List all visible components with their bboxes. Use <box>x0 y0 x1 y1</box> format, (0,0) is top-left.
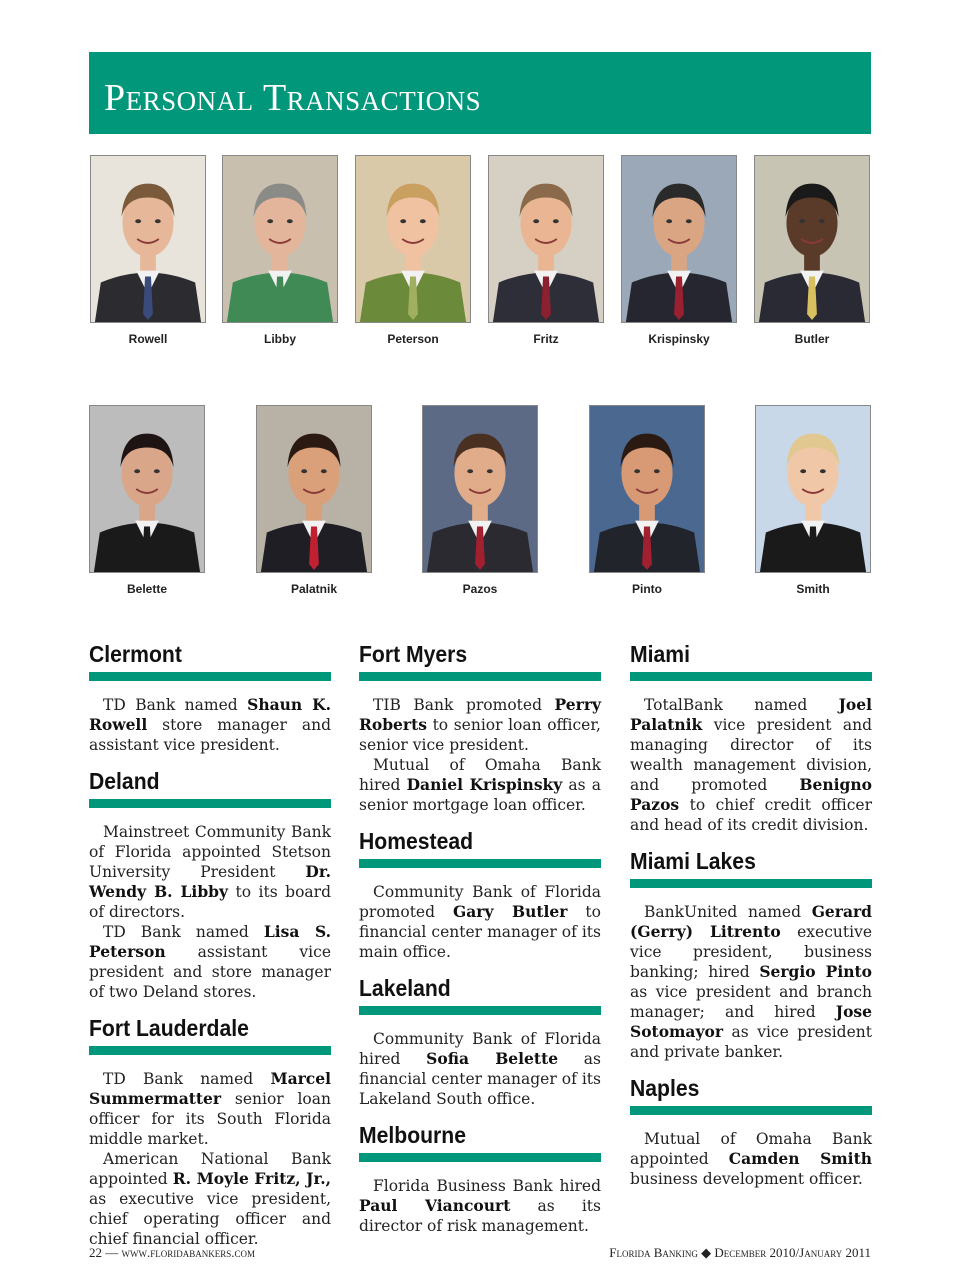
photo-caption-smith: Smith <box>796 582 830 596</box>
person-name: Jose Sotomayor <box>630 1002 872 1041</box>
paragraph-text: TD Bank named <box>103 923 264 941</box>
section-banner <box>89 52 871 134</box>
paragraph-text: to chief credit officer and head of its credit division. <box>630 796 872 834</box>
section-heading: Miami <box>630 641 690 667</box>
paragraph-text: as executive vice president, chief operating officer and chief financial officer. <box>89 1190 331 1248</box>
section-heading: Melbourne <box>359 1122 466 1148</box>
person-name: Lisa S. Peterson <box>89 922 331 961</box>
article-section <box>359 827 601 962</box>
article-paragraph <box>359 1176 601 1236</box>
article-paragraph <box>89 1069 331 1149</box>
paragraph-text: TIB Bank promoted <box>373 696 555 714</box>
photo-caption-pazos: Pazos <box>462 582 498 596</box>
section-rule <box>89 672 331 681</box>
section-rule <box>359 859 601 868</box>
paragraph-text: Florida Business Bank hired <box>373 1177 601 1195</box>
article-column-3 <box>630 640 872 1201</box>
article-column-1 <box>89 640 331 1261</box>
paragraph-text: BankUnited named <box>644 903 812 921</box>
paragraph-text: as vice president and branch manager; and hired <box>630 983 872 1021</box>
portrait-photo-fritz <box>488 155 604 323</box>
paragraph-text: to financial center manager of its main office. <box>359 903 601 961</box>
photo-caption-belette: Belette <box>126 582 167 596</box>
paragraph-text: store manager and assistant vice president. <box>89 716 331 754</box>
section-heading: Homestead <box>359 828 474 854</box>
section-heading: Clermont <box>89 641 182 667</box>
portrait-photo-palatnik <box>256 405 372 573</box>
paragraph-text: Community Bank of Florida hired <box>359 1030 601 1068</box>
person-name: Marcel Summermatter <box>89 1069 331 1108</box>
article-paragraph <box>359 755 601 815</box>
photo-caption-libby: Libby <box>264 332 296 346</box>
paragraph-text: vice president and managing director of its wealth management division, and promoted <box>630 716 872 794</box>
section-heading: Lakeland <box>359 975 451 1001</box>
portrait-photo-belette <box>89 405 205 573</box>
article-paragraph <box>359 1029 601 1109</box>
section-rule <box>359 1006 601 1015</box>
issue-date: December 2010/January 2011 <box>714 1245 871 1260</box>
person-name: Gerard (Gerry) Litrento <box>630 902 872 941</box>
page-number: 22 — <box>89 1245 122 1260</box>
person-name: Shaun K. Rowell <box>89 695 331 734</box>
paragraph-text: as its director of risk management. <box>359 1197 601 1235</box>
article-column-2 <box>359 640 601 1248</box>
person-name: R. Moyle Fritz, Jr., <box>172 1169 332 1188</box>
article-section <box>630 640 872 835</box>
article-paragraph <box>630 902 872 1062</box>
portrait-photo-smith <box>755 405 871 573</box>
person-name: Benigno Pazos <box>630 775 872 814</box>
photo-caption-fritz: Fritz <box>533 332 559 346</box>
article-paragraph <box>630 1129 872 1189</box>
article-paragraph <box>89 1149 331 1249</box>
portrait-photo-libby <box>222 155 338 323</box>
section-rule <box>630 1106 872 1115</box>
article-section <box>89 640 331 755</box>
portrait-photo-peterson <box>355 155 471 323</box>
paragraph-text: assistant vice president and store manager of two Deland stores. <box>89 943 331 1001</box>
article-section <box>359 640 601 815</box>
person-name: Camden Smith <box>728 1149 873 1168</box>
photo-caption-butler: Butler <box>794 332 830 346</box>
person-name: Daniel Krispinsky <box>406 775 563 794</box>
person-name: Paul Viancourt <box>359 1196 511 1215</box>
article-paragraph <box>359 695 601 755</box>
page-title: Personal Transactions <box>104 77 482 119</box>
paragraph-text: TD Bank named <box>103 696 248 714</box>
portrait-photo-pinto <box>589 405 705 573</box>
paragraph-text: Mutual of Omaha Bank hired <box>359 756 601 794</box>
photo-caption-krispinsky: Krispinsky <box>648 332 710 346</box>
section-rule <box>89 1046 331 1055</box>
portrait-photo-pazos <box>422 405 538 573</box>
portrait-photo-krispinsky <box>621 155 737 323</box>
section-heading: Miami Lakes <box>630 848 756 874</box>
paragraph-text: TotalBank named <box>644 696 839 714</box>
article-section <box>89 1014 331 1249</box>
section-rule <box>359 672 601 681</box>
article-section <box>359 974 601 1109</box>
section-rule <box>89 799 331 808</box>
article-section <box>359 1121 601 1236</box>
article-paragraph <box>359 882 601 962</box>
paragraph-text: business development officer. <box>630 1170 863 1188</box>
paragraph-text: to its board of directors. <box>89 883 331 921</box>
footer-left <box>89 1245 255 1261</box>
section-heading: Naples <box>630 1075 700 1101</box>
paragraph-text: as a senior mortgage loan officer. <box>359 776 601 814</box>
article-section <box>630 847 872 1062</box>
section-rule <box>630 672 872 681</box>
person-name: Perry Roberts <box>359 695 601 734</box>
footer-url[interactable]: www.floridabankers.com <box>121 1245 255 1260</box>
photo-caption-pinto: Pinto <box>632 582 662 596</box>
paragraph-text: to senior loan officer, senior vice president. <box>359 716 601 754</box>
section-heading: Deland <box>89 768 160 794</box>
paragraph-text: TD Bank named <box>103 1070 271 1088</box>
person-name: Joel Palatnik <box>630 695 872 734</box>
portrait-photo-rowell <box>90 155 206 323</box>
person-name: Sofia Belette <box>426 1049 559 1068</box>
portrait-photo-butler <box>754 155 870 323</box>
photo-caption-peterson: Peterson <box>387 332 439 346</box>
article-section <box>89 767 331 1002</box>
publication-name: Florida Banking <box>609 1245 698 1260</box>
paragraph-text: Mainstreet Community Bank of Florida appointed Stetson University President <box>89 823 331 881</box>
article-section <box>630 1074 872 1189</box>
person-name: Sergio Pinto <box>759 962 872 981</box>
paragraph-text: American National Bank appointed <box>89 1150 331 1188</box>
footer-separator: ◆ <box>697 1245 715 1260</box>
section-rule <box>359 1153 601 1162</box>
person-name: Gary Butler <box>453 902 568 921</box>
article-paragraph <box>89 922 331 1002</box>
footer-right <box>609 1245 871 1261</box>
article-paragraph <box>89 695 331 755</box>
article-paragraph <box>630 695 872 835</box>
paragraph-text: as vice president and private banker. <box>630 1023 872 1061</box>
photo-caption-rowell: Rowell <box>128 332 168 346</box>
paragraph-text: as financial center manager of its Lakeland South office. <box>359 1050 602 1108</box>
section-heading: Fort Myers <box>359 641 468 667</box>
section-heading: Fort Lauderdale <box>89 1015 249 1041</box>
person-name: Dr. Wendy B. Libby <box>89 862 331 901</box>
paragraph-text: Mutual of Omaha Bank appointed <box>630 1130 872 1168</box>
photo-caption-palatnik: Palatnik <box>290 582 338 596</box>
paragraph-text: Community Bank of Florida promoted <box>359 883 601 921</box>
paragraph-text: senior loan officer for its South Florida middle market. <box>89 1090 331 1148</box>
paragraph-text: executive vice president, business banking; hired <box>630 923 873 981</box>
section-rule <box>630 879 872 888</box>
article-paragraph <box>89 822 331 922</box>
